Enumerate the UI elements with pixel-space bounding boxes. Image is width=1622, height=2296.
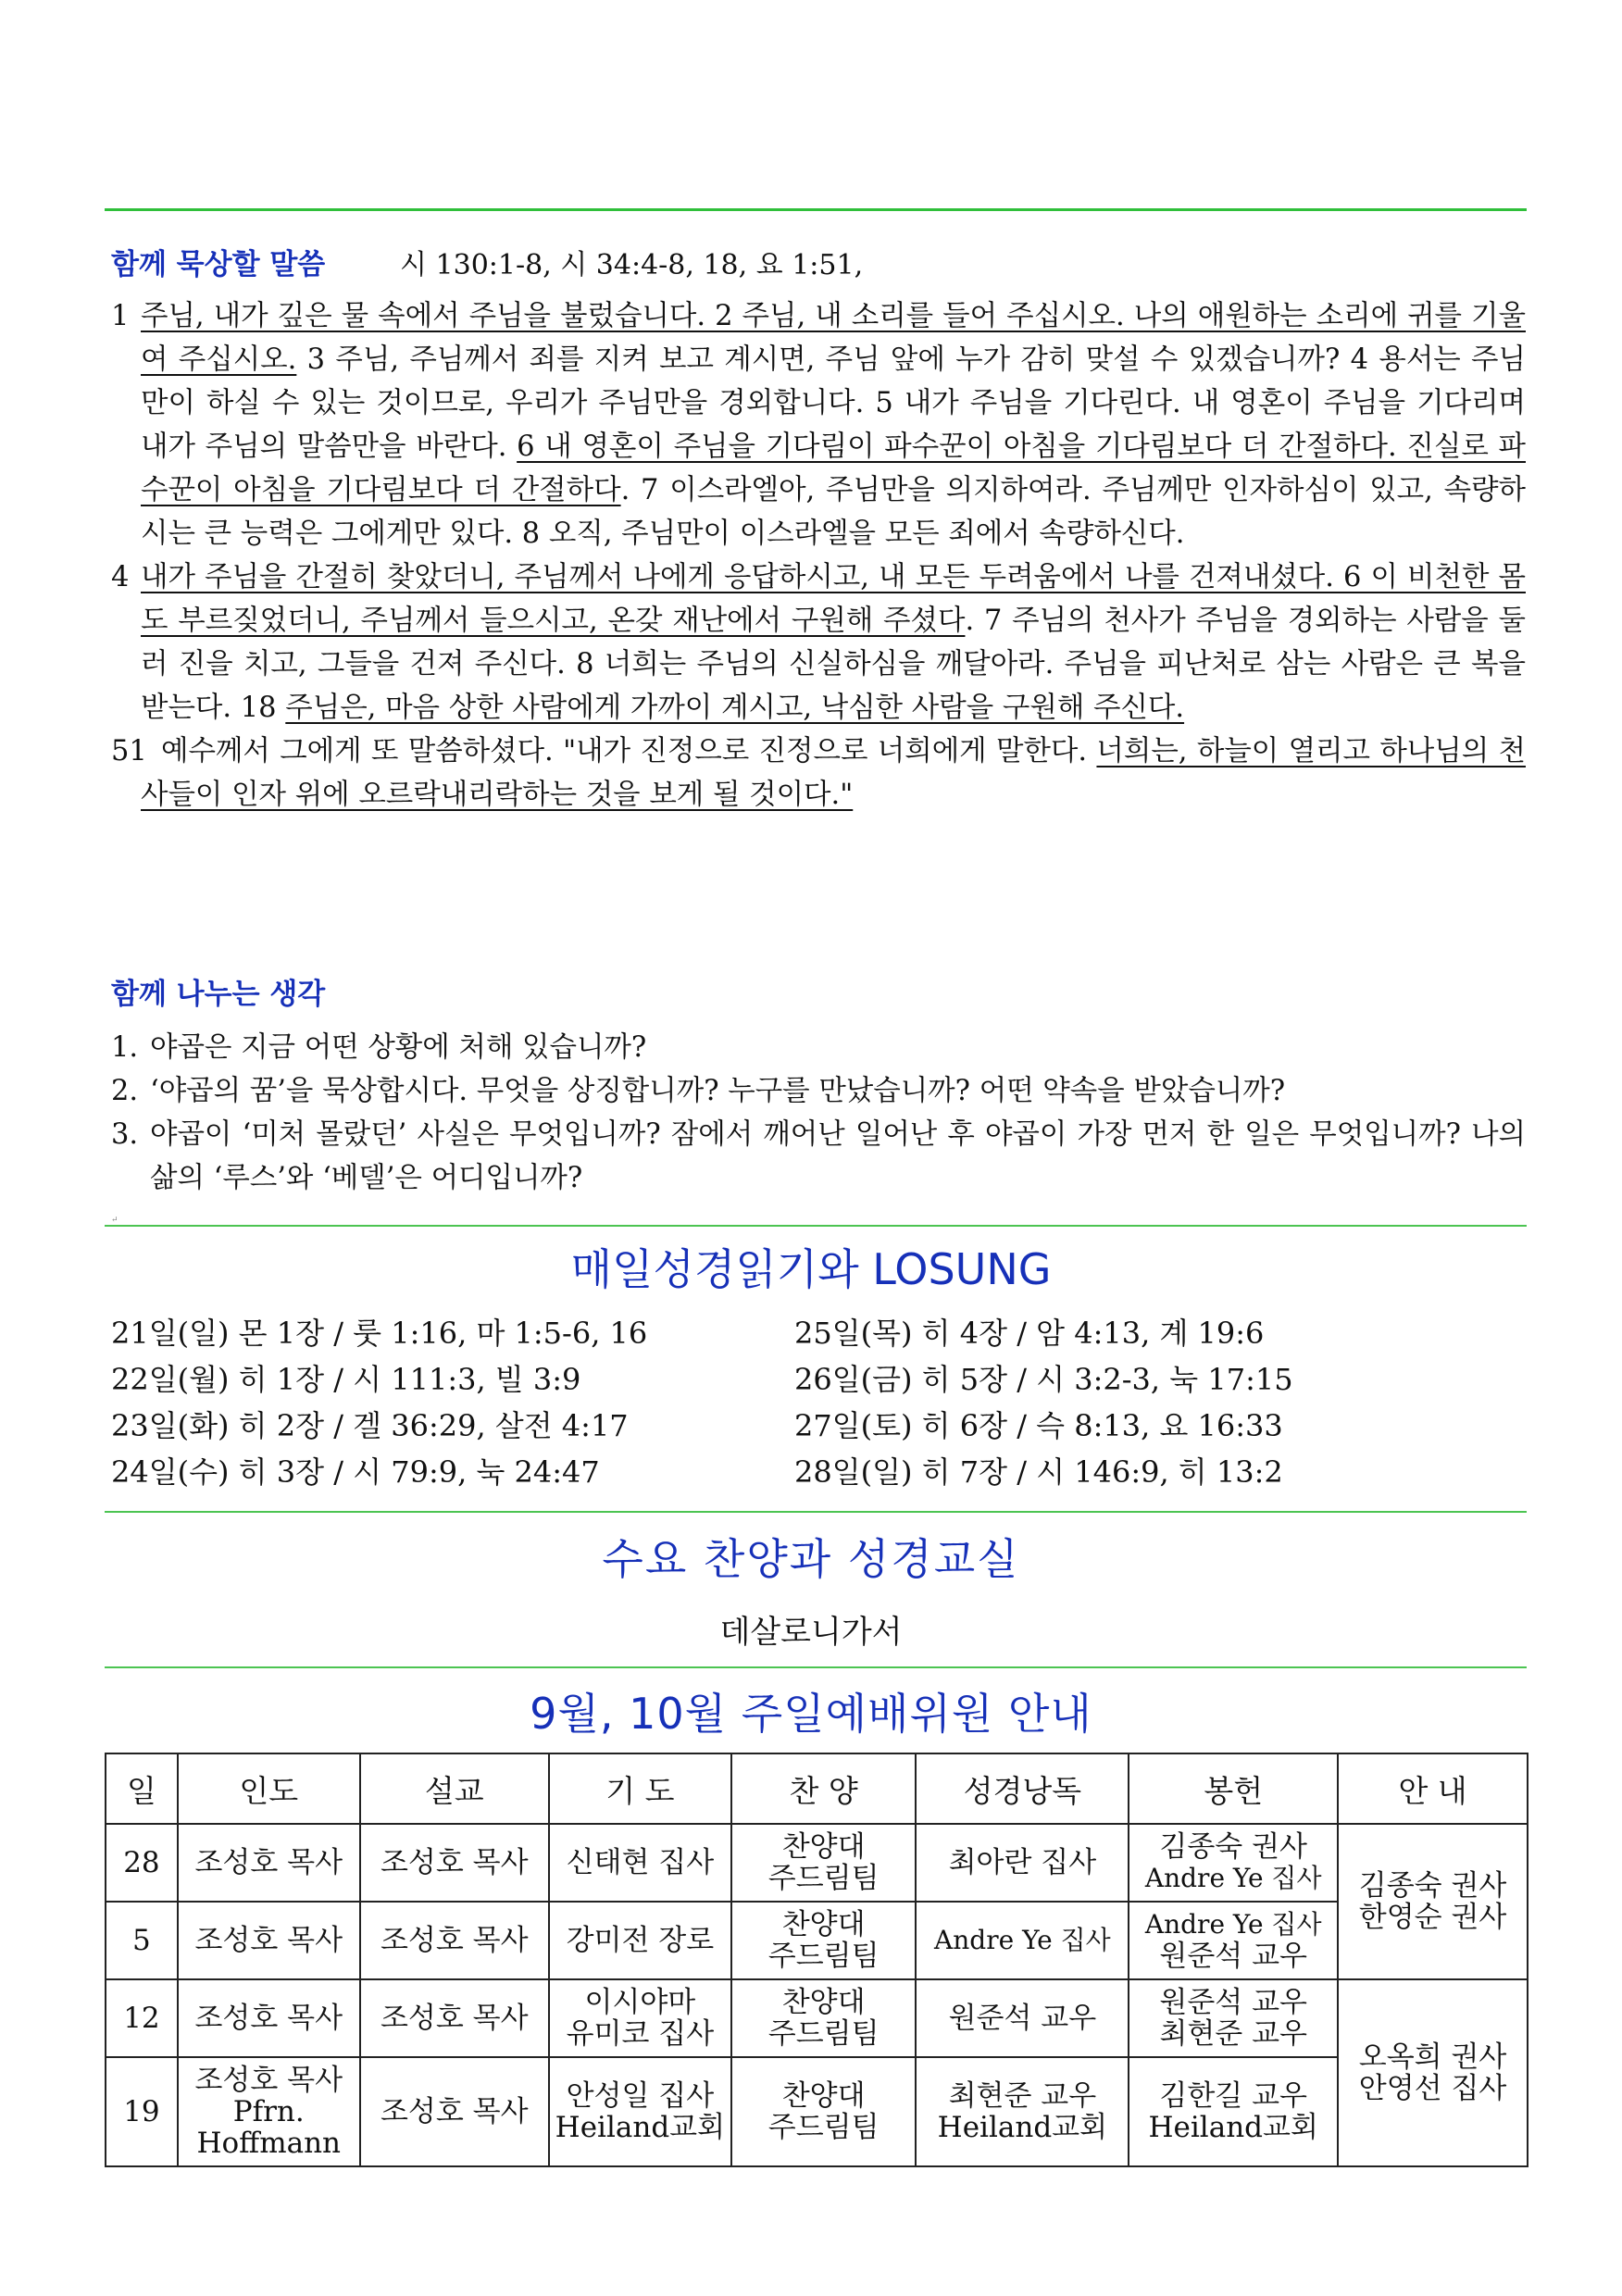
reading-entry: 26일(금) 히 5장 / 시 3:2-3, 눅 17:15 — [794, 1362, 1293, 1397]
prayer-cell: 강미전 장로 — [549, 1902, 731, 1979]
day-cell: 19 — [106, 2057, 178, 2166]
table-row — [106, 1824, 1528, 1902]
duty-roster-table — [105, 1753, 1528, 2167]
day-cell: 28 — [106, 1824, 178, 1902]
sermon-cell: 조성호 목사 — [360, 2057, 549, 2166]
verse-number: 4 — [111, 561, 130, 593]
prayer-cell: 안성일 집사 Heiland교회 — [549, 2057, 731, 2166]
reading-cell: 최아란 집사 — [916, 1824, 1129, 1902]
verse-text: 예수께서 그에게 또 말씀하셨다. "내가 진정으로 진정으로 너희에게 말한다. — [161, 735, 1097, 767]
reading-cell: Andre Ye 집사 — [916, 1902, 1129, 1979]
reading-cell: 최현준 교우 Heiland교회 — [916, 2057, 1129, 2166]
offering-cell: 원준석 교우 최현준 교우 — [1129, 1979, 1338, 2057]
wednesday-title: 수요 찬양과 성경교실 — [602, 1534, 1020, 1584]
reading-cell: 원준석 교우 — [916, 1979, 1129, 2057]
underlined-text: 6 내 영혼이 주님을 기다림이 파수꾼이 아침을 기다림보다 더 간절하다. 진실로 파수꾼이 아침을 기다림보다 더 간절하다 — [141, 430, 1526, 506]
praise-cell: 찬양대 주드림팀 — [731, 1824, 917, 1902]
praise-cell: 찬양대 주드림팀 — [731, 1902, 917, 1979]
verse-number: 51 — [111, 735, 147, 767]
wednesday-subtitle: 데살로니가서 — [719, 1614, 903, 1651]
divider — [105, 1666, 1527, 1668]
verse-text: . 7 이스라엘아, 주님만을 의지하여라. 주님께만 인자하심이 있고, 속량하시는 큰 능력은 그에게만 있다. 8 오직, 주님만이 이스라엘을 모든 죄에서 속량하신다. — [141, 474, 1526, 550]
lead-cell: 조성호 목사 — [178, 1824, 360, 1902]
offering-cell: Andre Ye 집사 원준석 교우 — [1129, 1902, 1338, 1979]
sermon-cell: 조성호 목사 — [360, 1979, 549, 2057]
verse-number: 1 — [111, 300, 130, 332]
scripture-text — [111, 294, 1526, 817]
reading-entry: 22일(월) 히 1장 / 시 111:3, 빌 3:9 — [111, 1362, 581, 1397]
sharing-heading: 함께 나누는 생각 — [111, 978, 326, 1011]
reading-right-column — [794, 1310, 1293, 1495]
day-cell: 5 — [106, 1902, 178, 1979]
top-divider — [105, 208, 1527, 211]
praise-cell: 찬양대 주드림팀 — [731, 1979, 917, 2057]
column-header: 인도 — [178, 1753, 360, 1824]
table-row — [106, 1902, 1528, 1979]
question-list — [111, 1026, 1526, 1200]
column-header: 안 내 — [1338, 1753, 1528, 1824]
scripture-paragraph — [111, 730, 1526, 817]
column-header: 찬 양 — [731, 1753, 917, 1824]
reading-entry: 21일(일) 몬 1장 / 룻 1:16, 마 1:5-6, 16 — [111, 1316, 648, 1351]
reading-entry: 23일(화) 히 2장 / 겔 36:29, 살전 4:17 — [111, 1408, 629, 1443]
offering-cell: 김종숙 권사 Andre Ye 집사 — [1129, 1824, 1338, 1902]
prayer-cell: 신태현 집사 — [549, 1824, 731, 1902]
reading-title: 매일성경읽기와 LOSUNG — [570, 1244, 1052, 1294]
sermon-cell: 조성호 목사 — [360, 1902, 549, 1979]
guide-cell: 김종숙 권사 한영순 권사 — [1338, 1824, 1528, 1979]
table-header-row — [106, 1753, 1528, 1824]
divider — [105, 1225, 1527, 1227]
reading-entry: 27일(토) 히 6장 / 슥 8:13, 요 16:33 — [794, 1408, 1283, 1443]
lead-cell: 조성호 목사 Pfrn. Hoffmann — [178, 2057, 360, 2166]
lead-cell: 조성호 목사 — [178, 1979, 360, 2057]
column-header: 봉헌 — [1129, 1753, 1338, 1824]
underlined-text: 주님은, 마음 상한 사람에게 가까이 계시고, 낙심한 사람을 구원해 주신다. — [285, 692, 1185, 724]
scripture-paragraph — [111, 555, 1526, 730]
reading-entry: 25일(목) 히 4장 / 암 4:13, 계 19:6 — [794, 1316, 1265, 1351]
verse-text: 3 주님, 주님께서 죄를 지켜 보고 계시면, 주님 앞에 누가 감히 맞설 수 있겠습니까? 4 용서는 주님만이 하실 수 있는 것이므로, 우리가 주님만을 경외합니다. 5 내가 주님을 기다린다. 내 영혼이 주님을 기다리며 내가 주님의 말씀만을 바란다. — [141, 343, 1526, 463]
question-item: 3. 야곱이 ‘미처 몰랐던’ 사실은 무엇입니까? 잠에서 깨어난 일어난 후 야곱이 가장 먼저 한 일은 무엇입니까? 나의 삶의 ‘루스’와 ‘베델’은 어디입니까? — [111, 1118, 1526, 1194]
question-item: 1. 야곱은 지금 어떤 상황에 처해 있습니까? — [111, 1031, 647, 1064]
reading-entry: 24일(수) 히 3장 / 시 79:9, 눅 24:47 — [111, 1454, 600, 1490]
reading-left-column — [111, 1310, 647, 1495]
table-row — [106, 1979, 1528, 2057]
question-item: 2. ‘야곱의 꿈’을 묵상합시다. 무엇을 상징합니까? 누구를 만났습니까? 어떤 약속을 받았습니까? — [111, 1075, 1286, 1107]
scripture-paragraph — [111, 294, 1526, 555]
day-cell: 12 — [106, 1979, 178, 2057]
lead-cell: 조성호 목사 — [178, 1902, 360, 1979]
underlined-text: 내가 주님을 간절히 찾았더니, 주님께서 나에게 응답하시고, 내 모든 두려움에서 나를 건져내셨다. 6 이 비천한 몸도 부르짖었더니, 주님께서 들으시고, 온갖 재난에서 구원해 주셨다 — [141, 561, 1526, 637]
column-header: 일 — [106, 1753, 178, 1824]
paragraph-mark: ↵ — [111, 1216, 119, 1225]
divider — [105, 1511, 1527, 1513]
scripture-references: 시 130:1-8, 시 34:4-8, 18, 요 1:51, — [400, 249, 864, 281]
column-header: 기 도 — [549, 1753, 731, 1824]
verse-text: . 7 주님의 천사가 주님을 경외하는 사람을 둘러 진을 치고, 그들을 건져 주신다. 8 너희는 주님의 신실하심을 깨달아라. 주님을 피난처로 삼는 사람은 큰 복을 받는다. 18 — [141, 605, 1526, 724]
meditation-heading: 함께 묵상할 말씀 — [111, 248, 326, 281]
column-header: 성경낭독 — [916, 1753, 1129, 1824]
sermon-cell: 조성호 목사 — [360, 1824, 549, 1902]
underlined-text: 주님, 내가 깊은 물 속에서 주님을 불렀습니다. 2 주님, 내 소리를 들어 주십시오. 나의 애원하는 소리에 귀를 기울여 주십시오. — [141, 300, 1526, 376]
table-row — [106, 2057, 1528, 2166]
prayer-cell: 이시야마 유미코 집사 — [549, 1979, 731, 2057]
praise-cell: 찬양대 주드림팀 — [731, 2057, 917, 2166]
guide-cell: 오옥희 권사 안영선 집사 — [1338, 1979, 1528, 2166]
duty-title: 9월, 10월 주일예배위원 안내 — [530, 1689, 1092, 1739]
offering-cell: 김한길 교우 Heiland교회 — [1129, 2057, 1338, 2166]
reading-entry: 28일(일) 히 7장 / 시 146:9, 히 13:2 — [794, 1454, 1283, 1490]
column-header: 설교 — [360, 1753, 549, 1824]
underlined-text: 너희는, 하늘이 열리고 하나님의 천사들이 인자 위에 오르락내리락하는 것을 보게 될 것이다." — [141, 735, 1526, 811]
